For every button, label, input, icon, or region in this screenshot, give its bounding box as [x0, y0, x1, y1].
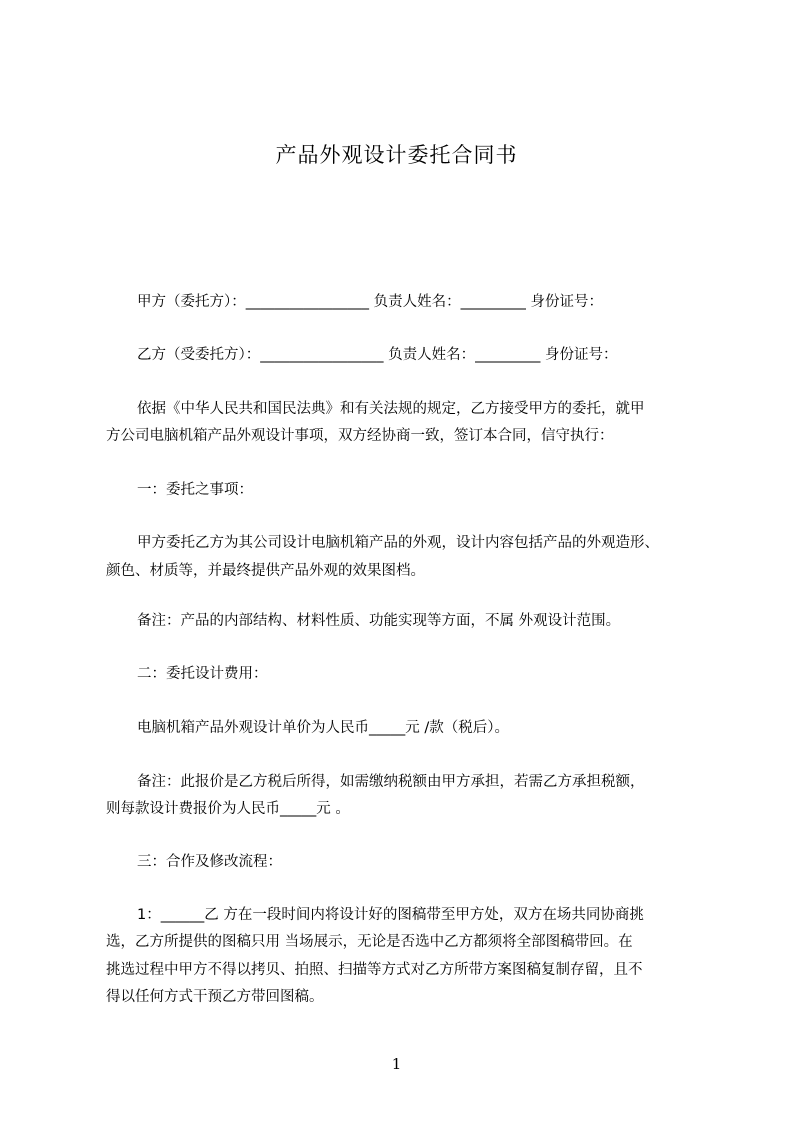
section-1-paragraph-line-1: 甲方委托乙方为其公司设计电脑机箱产品的外观，设计内容包括产品的外观造形、 [137, 535, 659, 551]
party-b-line: 乙方（受委托方）：_________________ 负责人姓名：_________ 身份证号： [137, 347, 618, 363]
section-1-paragraph-line-2: 颜色、材质等，并最终提供产品外观的效果图档。 [106, 563, 425, 579]
contract-title: 产品外观设计委托合同书 [275, 143, 518, 167]
party-a-line: 甲方（委托方）：_________________ 负责人姓名：_________ 身份证号： [137, 294, 603, 310]
section-3-heading: 三：合作及修改流程： [137, 854, 282, 870]
page-number: 1 [391, 1055, 402, 1073]
section-2-note-line-2: 则每款设计费报价为人民币_____元 。 [106, 801, 350, 817]
section-3-item-1-line-4: 得以任何方式干预乙方带回图稿。 [106, 989, 324, 1005]
intro-line-2: 方公司电脑机箱产品外观设计事项，双方经协商一致，签订本合同，信守执行： [106, 428, 614, 444]
section-2-heading: 二：委托设计费用： [137, 666, 268, 682]
intro-line-1: 依据《中华人民共和国民法典》和有关法规的规定，乙方接受甲方的委托，就甲 [137, 401, 645, 417]
section-1-note: 备注：产品的内部结构、材料性质、功能实现等方面，不属 外观设计范围。 [137, 613, 621, 629]
section-3-item-1-line-2: 选，乙方所提供的图稿只用 当场展示，无论是否选中乙方都须将全部图稿带回。在 [106, 934, 633, 950]
section-3-item-1-line-1: 1：______乙 方在一段时间内将设计好的图稿带至甲方处，双方在场共同协商挑 [137, 907, 644, 923]
section-1-heading: 一：委托之事项： [137, 482, 253, 498]
section-3-item-1-line-3: 挑选过程中甲方不得以拷贝、拍照、扫描等方式对乙方所带方案图稿复制存留，且不 [106, 962, 643, 978]
section-2-price: 电脑机箱产品外观设计单价为人民币_____元 /款（税后）。 [137, 720, 509, 736]
section-2-note-line-1: 备注：此报价是乙方税后所得，如需缴纳税额由甲方承担，若需乙方承担税额， [137, 774, 645, 790]
